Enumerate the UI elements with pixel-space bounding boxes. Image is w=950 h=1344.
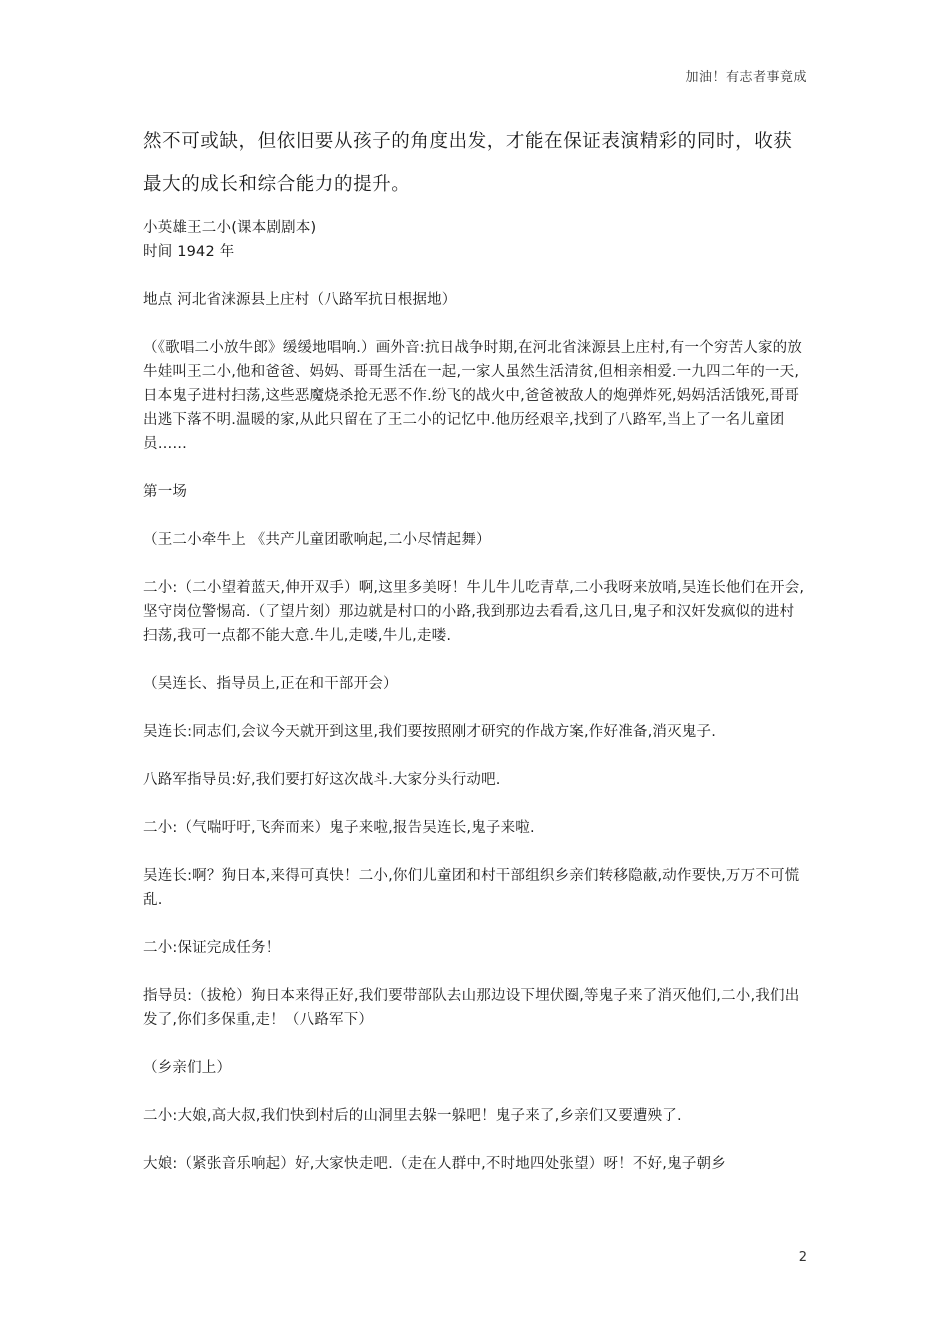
page-number: 2 [798, 1250, 807, 1265]
script-line: 吴连长:啊？狗日本,来得可真快！二小,你们儿童团和村干部组织乡亲们转移隐蔽,动作要快,万万不可慌乱. [143, 868, 800, 908]
intro-paragraph: 然不可或缺，但依旧要从孩子的角度出发，才能在保证表演精彩的同时，收获最大的成长和综合能力的提升。 [143, 131, 793, 195]
scene-heading: 第一场 [143, 484, 188, 500]
script-time: 时间 1942 年 [143, 244, 235, 260]
script-place: 地点 河北省涞源县上庄村（八路军抗日根据地） [143, 292, 457, 308]
script-line: 二小:（气喘吁吁,飞奔而来）鬼子来啦,报告吴连长,鬼子来啦. [143, 820, 535, 836]
script-line: 指导员:（拔枪）狗日本来得正好,我们要带部队去山那边设下埋伏圈,等鬼子来了消灭他们,二小,我们出发了,你们多保重,走！（八路军下） [143, 988, 800, 1028]
script-title: 小英雄王二小(课本剧剧本) [143, 220, 317, 236]
script-line: 八路军指导员:好,我们要打好这次战斗.大家分头行动吧. [143, 772, 501, 788]
script-line: （乡亲们上） [143, 1060, 232, 1076]
script-line: （王二小牵牛上 《共产儿童团歌响起,二小尽情起舞） [143, 532, 491, 548]
page-content [143, 120, 808, 1176]
script-prologue: （《歌唱二小放牛郎》缓缓地唱响.）画外音:抗日战争时期,在河北省涞源县上庄村,有一个穷苦人家的放牛娃叫王二小,他和爸爸、妈妈、哥哥生活在一起,一家人虽然生活清贫,但相亲相爱.一九四二年的一天,日本鬼子进村扫荡,这些恶魔烧杀抢无恶不作.纷飞的战火中,爸爸被敌人的炮弹炸死,妈妈活活饿死,哥哥出逃下落不明.温暖的家,从此只留在了王二小的记忆中.他历经艰辛,找到了八路军,当上了一名儿童团员…… [143, 340, 803, 452]
script-line: 二小:（二小望着蓝天,伸开双手）啊,这里多美呀！牛儿牛儿吃青草,二小我呀来放哨,吴连长他们在开会,坚守岗位警惕高.（了望片刻）那边就是村口的小路,我到那边去看看,这几日,鬼子和汉奸发疯似的进村扫荡,我可一点都不能大意.牛儿,走喽,牛儿,走喽. [143, 580, 805, 644]
script-line: 吴连长:同志们,会议今天就开到这里,我们要按照刚才研究的作战方案,作好准备,消灭鬼子. [143, 724, 717, 740]
script-line: （吴连长、指导员上,正在和干部开会） [143, 676, 398, 692]
page-header-motto: 加油！有志者事竟成 [685, 70, 807, 85]
script-line: 二小:保证完成任务！ [143, 940, 281, 956]
script-line: 二小:大娘,高大叔,我们快到村后的山洞里去躲一躲吧！鬼子来了,乡亲们又要遭殃了. [143, 1108, 682, 1124]
script-line: 大娘:（紧张音乐响起）好,大家快走吧.（走在人群中,不时地四处张望）呀！不好,鬼子朝乡 [143, 1156, 726, 1172]
